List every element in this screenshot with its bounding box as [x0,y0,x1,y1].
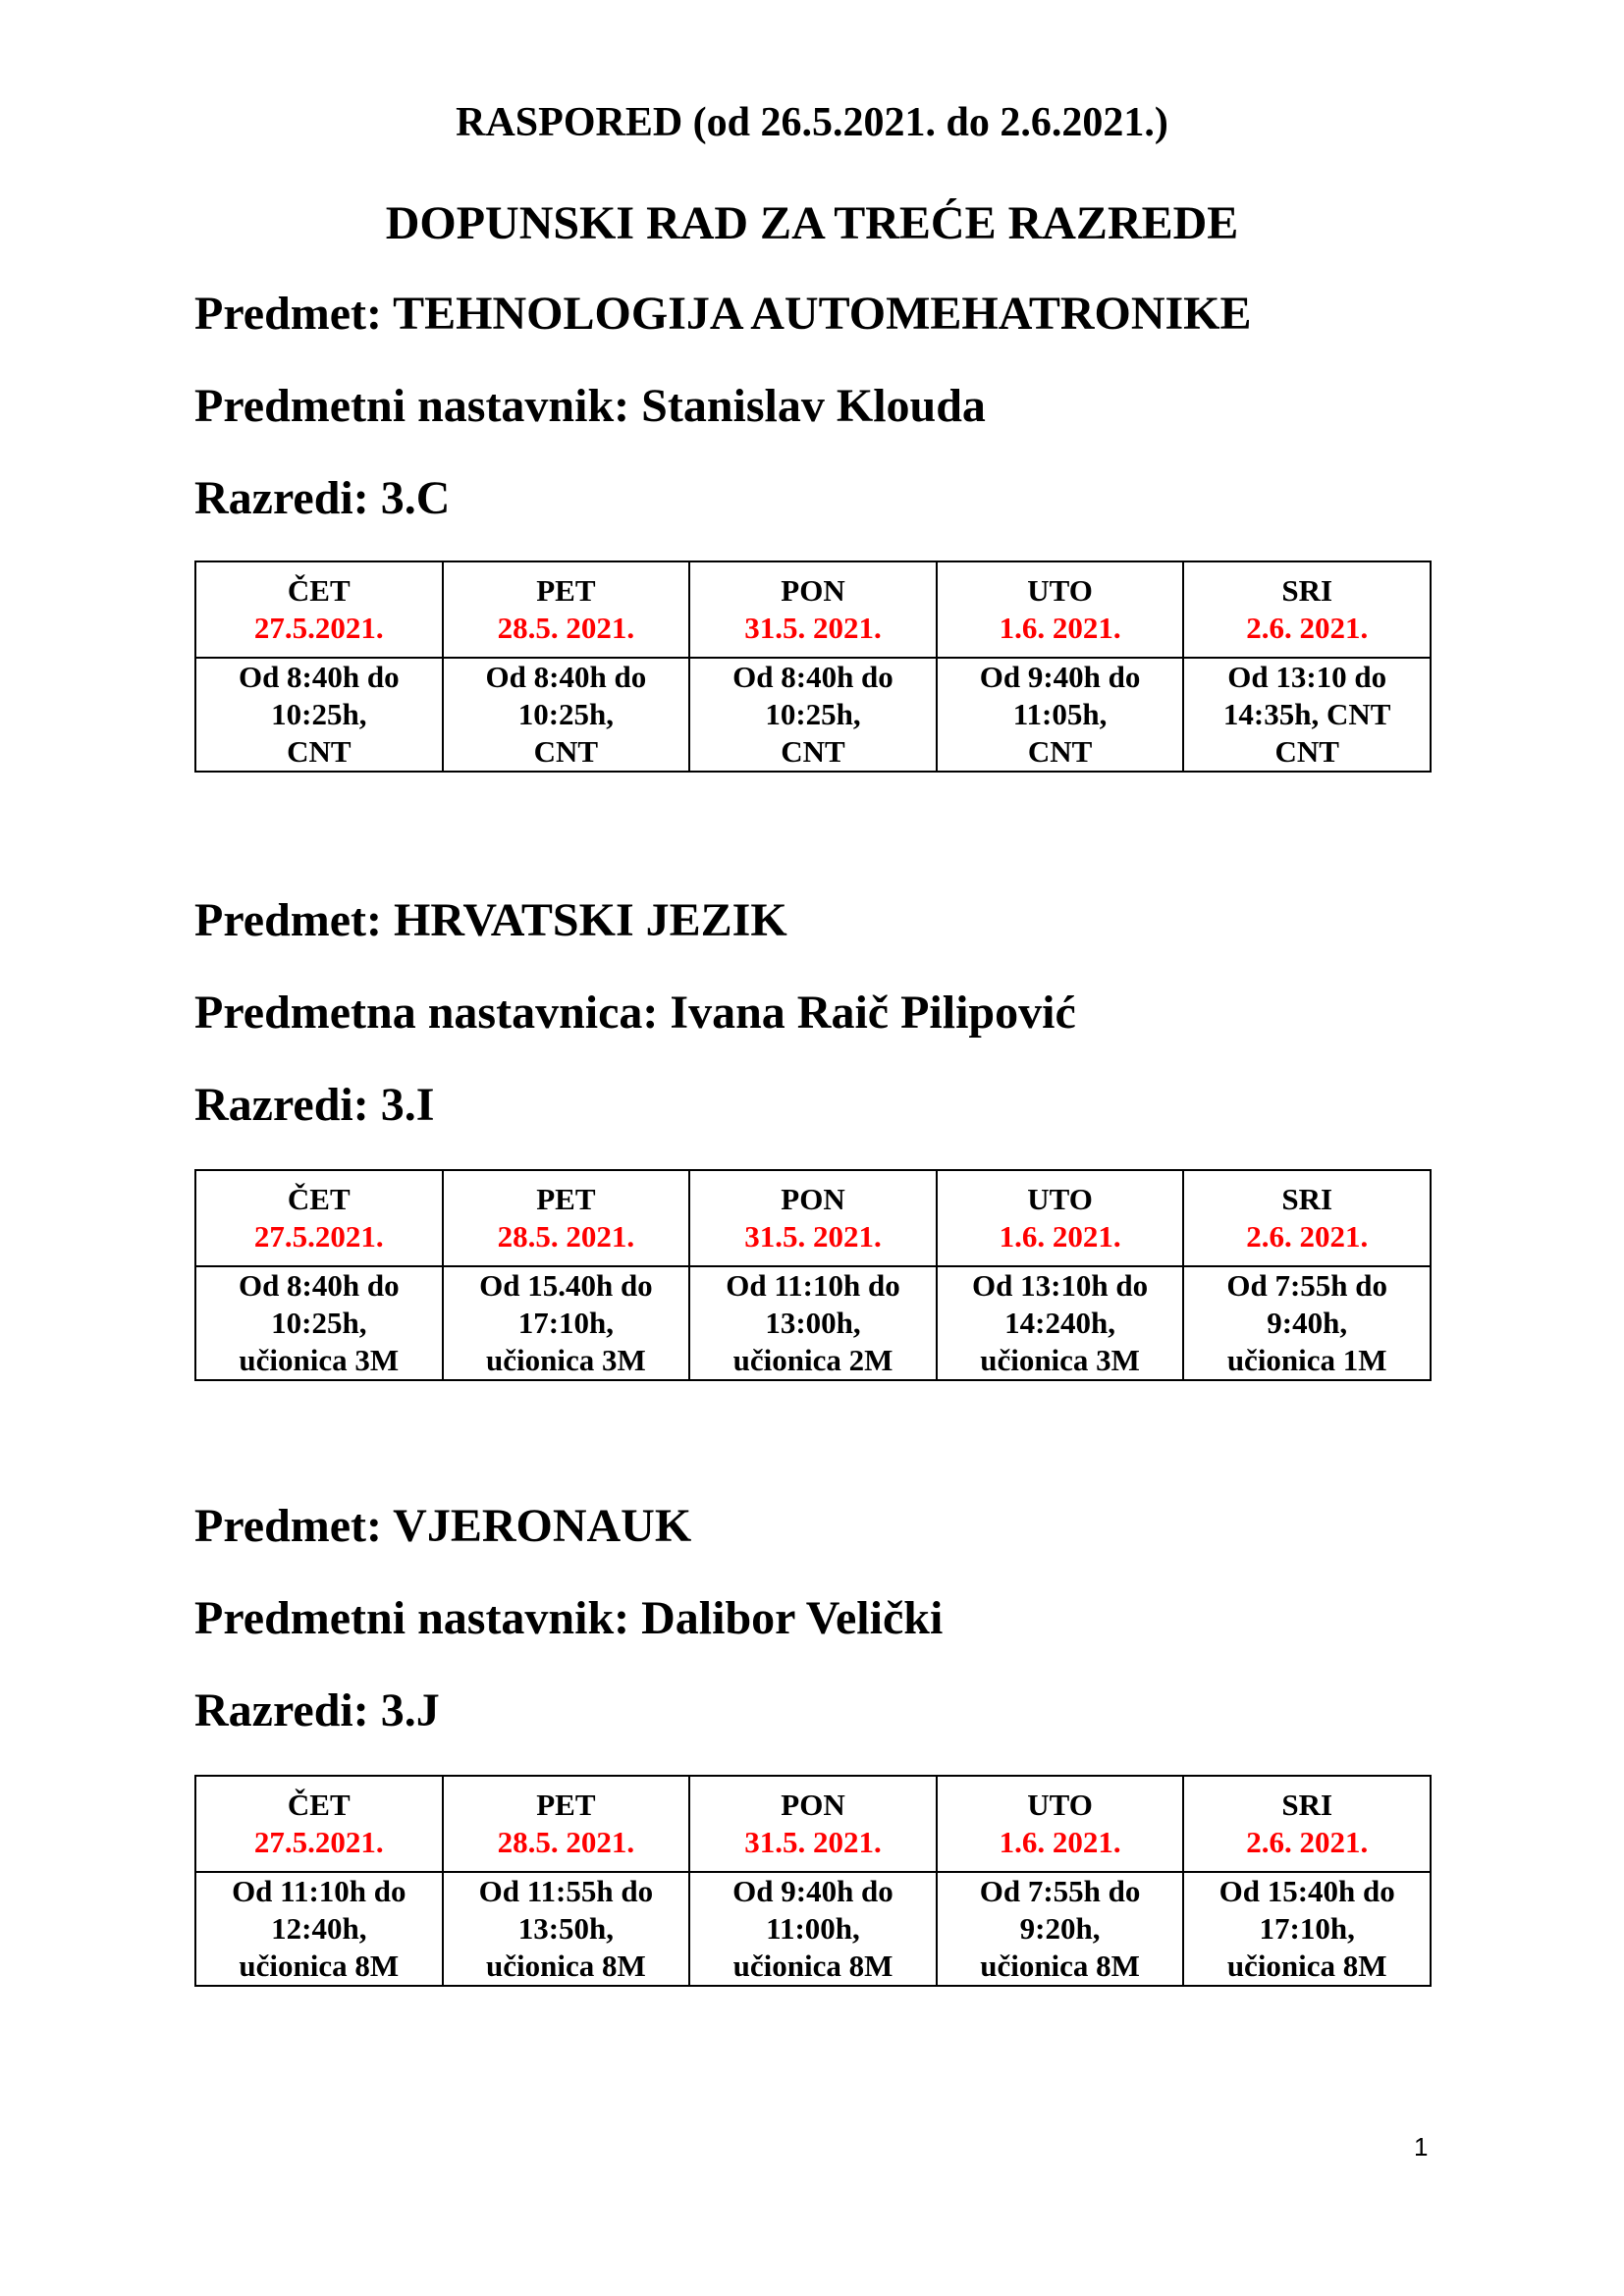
day-header-cell [689,1170,937,1266]
time-cell [443,658,690,772]
day-label: ČET [287,1788,351,1822]
day-header-cell [443,561,690,658]
date-label: 2.6. 2021. [1246,1219,1369,1254]
time-from: Od 13:10 do [1227,660,1387,694]
time-from: Od 13:10h do [971,1268,1149,1303]
subject-heading: Predmet: TEHNOLOGIJA AUTOMEHATRONIKE [194,288,1252,340]
time-to: 17:10h, [1259,1911,1355,1946]
time-cell [195,1872,443,1986]
time-from: Od 7:55h do [1226,1268,1388,1303]
day-label: SRI [1281,1182,1333,1216]
time-cell [443,1266,690,1380]
day-label: PON [781,1788,845,1822]
room: učionica 8M [732,1949,893,1983]
teacher-heading: Predmetni nastavnik: Stanislav Klouda [194,380,986,432]
time-to: 17:10h, [517,1306,615,1340]
day-header-cell [443,1776,690,1872]
date-label: 27.5.2021. [253,611,384,645]
date-label: 2.6. 2021. [1246,611,1369,645]
day-header-cell [195,1170,443,1266]
time-from: Od 9:40h do [732,1874,893,1908]
room: CNT [1027,734,1093,769]
day-header-cell [689,561,937,658]
day-label: UTO [1027,1182,1093,1216]
day-label: UTO [1027,573,1093,608]
time-cell [937,658,1184,772]
document-title: RASPORED (od 26.5.2021. do 2.6.2021.) [456,100,1168,145]
time-to: 10:25h, [271,1306,367,1340]
time-cell [689,1266,937,1380]
day-label: SRI [1281,573,1333,608]
day-header-cell [195,1776,443,1872]
day-label: SRI [1281,1788,1333,1822]
time-cell [1183,1872,1431,1986]
teacher-heading: Predmetni nastavnik: Dalibor Velički [194,1592,944,1644]
time-to: 13:50h, [517,1911,615,1946]
date-label: 28.5. 2021. [497,1219,635,1254]
schedule-section [194,893,1432,1381]
room: učionica 8M [980,1949,1140,1983]
time-to: 10:25h, [271,697,367,731]
date-label: 1.6. 2021. [999,1219,1121,1254]
time-to: 12:40h, [271,1911,367,1946]
date-label: 2.6. 2021. [1246,1825,1369,1859]
date-label: 31.5. 2021. [744,611,882,645]
classes-heading: Razredi: 3.J [194,1684,440,1736]
date-label: 31.5. 2021. [744,1825,882,1859]
table-header-row [195,561,1431,658]
document-subtitle: DOPUNSKI RAD ZA TREĆE RAZREDE [385,197,1239,249]
time-from: Od 8:40h do [238,1268,400,1303]
table-row [195,1266,1431,1380]
day-header-cell [937,1776,1184,1872]
page-number: 1 [1414,2132,1429,2162]
time-from: Od 8:40h do [485,660,647,694]
room: učionica 3M [486,1343,646,1377]
schedule-table [194,561,1432,773]
time-to: 11:05h, [1012,697,1108,731]
time-cell [443,1872,690,1986]
time-to: 9:20h, [1019,1911,1101,1946]
time-from: Od 15:40h do [1218,1874,1395,1908]
room: učionica 3M [980,1343,1140,1377]
classes-heading: Razredi: 3.I [194,1079,435,1131]
time-to: 13:00h, [765,1306,861,1340]
day-label: PON [781,1182,845,1216]
subject-heading: Predmet: VJERONAUK [194,1500,692,1552]
time-from: Od 8:40h do [732,660,893,694]
date-label: 1.6. 2021. [999,1825,1121,1859]
time-to: 10:25h, [765,697,861,731]
time-cell [689,658,937,772]
day-label: PET [536,1182,596,1216]
day-header-cell [937,561,1184,658]
schedule-section [194,287,1432,773]
room: učionica 1M [1226,1343,1387,1377]
time-from: Od 15.40h do [479,1268,653,1303]
time-from: Od 7:55h do [979,1874,1141,1908]
date-label: 27.5.2021. [253,1825,384,1859]
schedule-table [194,1169,1432,1381]
day-label: PET [536,1788,596,1822]
room: učionica 8M [239,1949,400,1983]
room: CNT [287,734,352,769]
time-from: Od 11:10h do [726,1268,900,1303]
room: učionica 2M [732,1343,893,1377]
time-to: 11:00h, [766,1911,860,1946]
time-from: Od 11:55h do [478,1874,654,1908]
day-label: UTO [1027,1788,1093,1822]
schedule-section [194,1499,1432,1987]
time-from: Od 9:40h do [979,660,1141,694]
time-cell [1183,1266,1431,1380]
room: učionica 8M [1226,1949,1387,1983]
day-header-cell [1183,1170,1431,1266]
classes-heading: Razredi: 3.C [194,472,451,524]
teacher-heading: Predmetna nastavnica: Ivana Raič Pilipović [194,987,1076,1039]
room: učionica 3M [239,1343,400,1377]
table-row [195,658,1431,772]
time-cell [937,1266,1184,1380]
time-cell [937,1872,1184,1986]
schedule-table [194,1775,1432,1987]
time-to: 10:25h, [517,697,615,731]
date-label: 1.6. 2021. [999,611,1121,645]
day-header-cell [195,561,443,658]
day-label: PON [781,573,845,608]
day-header-cell [937,1170,1184,1266]
subject-heading: Predmet: HRVATSKI JEZIK [194,894,787,946]
time-from: Od 8:40h do [238,660,400,694]
time-cell [195,1266,443,1380]
date-label: 28.5. 2021. [497,1825,635,1859]
time-to: 14:35h, CNT [1222,697,1391,731]
time-to: 14:240h, [1004,1306,1115,1340]
room: CNT [533,734,599,769]
table-header-row [195,1170,1431,1266]
date-label: 31.5. 2021. [744,1219,882,1254]
time-cell [689,1872,937,1986]
day-label: PET [536,573,596,608]
date-label: 28.5. 2021. [497,611,635,645]
room: CNT [781,734,845,769]
day-label: ČET [287,1182,351,1216]
day-header-cell [1183,561,1431,658]
room: CNT [1274,734,1339,769]
day-header-cell [443,1170,690,1266]
day-header-cell [689,1776,937,1872]
table-row [195,1872,1431,1986]
day-header-cell [1183,1776,1431,1872]
time-cell [195,658,443,772]
time-from: Od 11:10h do [232,1874,406,1908]
room: učionica 8M [486,1949,646,1983]
day-label: ČET [287,573,351,608]
date-label: 27.5.2021. [253,1219,384,1254]
time-to: 9:40h, [1267,1306,1348,1340]
time-cell [1183,658,1431,772]
table-header-row [195,1776,1431,1872]
